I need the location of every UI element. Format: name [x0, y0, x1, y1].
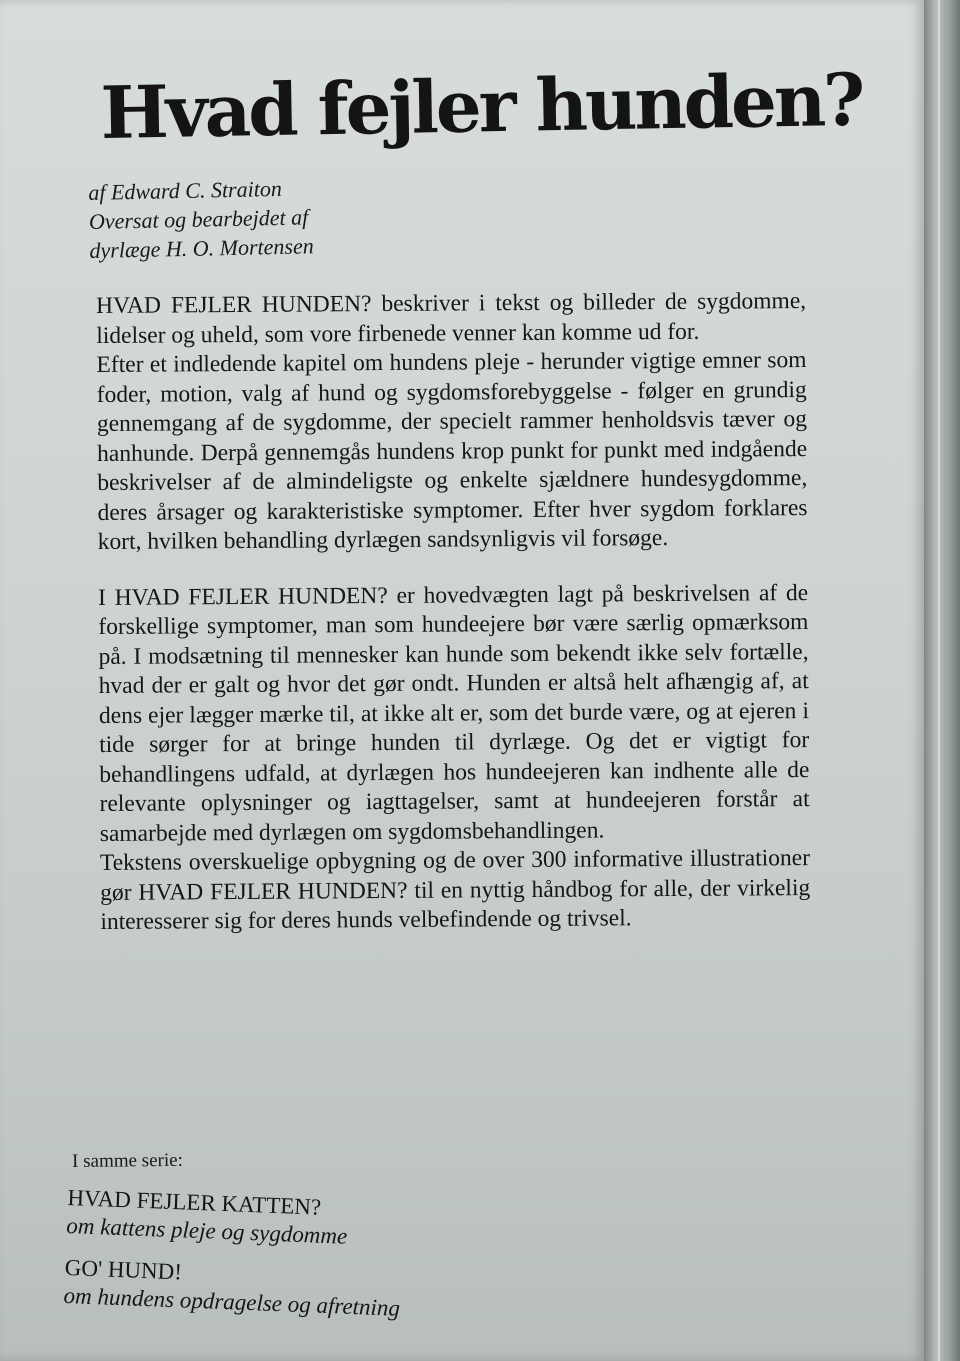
series-list	[63, 1184, 405, 1337]
description-paragraph: I HVAD FEJLER HUNDEN? er hovedvægten lagt på beskrivelsen af de forskellige symptomer, man som hundeejere bør være særlig opmærksom på. I modsætning til mennesker kan hunde som bekendt ikke selv fortælle, hvad der er galt og hvor det gør ondt. Hunden er altså helt afhængig af, at dens ejer lægger mærke til, at ikke alt er, som det burde være, og at ejeren i tide sørger for at bringe hunden til dyrlæge. Og det er vigtigt for behandlingens udfald, at dyrlægen hos hundeejeren kan indhente alle de relevante oplysninger og iagttagelser, samt at hundeejeren forstår at samarbejde med dyrlægen om sygdomsbehandlingen.	[98, 579, 810, 847]
translator-name: dyrlæge H. O. Mortensen	[89, 233, 314, 263]
description	[96, 287, 810, 937]
description-paragraph: Efter et indledende kapitel om hundens pleje - herunder vigtige emner som foder, motion, valg af hund og sygdomsforebyggelse - følger en grundig gennemgang af de sygdomme, der specielt rammer henholdsvis tæver og hanhunde. Derpå gennemgås hundens krop punkt for punkt med indgående beskrivelser af de almindeligste og enkelte sjældnere hundesygdomme, deres årsager og karakteristiske symptomer. Efter hver sygdom forklares kort, hvilken behandling dyrlægen sandsynligvis vil forsøge.	[96, 347, 808, 555]
series-label: I samme serie:	[72, 1149, 184, 1172]
series-item-title: HVAD FEJLER KATTEN?	[67, 1184, 322, 1220]
book-spine	[924, 0, 960, 1361]
description-paragraph: HVAD FEJLER HUNDEN? beskriver i tekst og billeder de sygdomme, lidelser og uheld, som vore firbenede venner kan komme ud for.	[96, 288, 807, 349]
book-title: Hvad fejler hunden?	[100, 56, 864, 155]
description-paragraph: Tekstens overskuelige opbygning og de over 300 informative illustrationer gør HVAD FEJLER HUNDEN? til en nyttig håndbog for alle, der virkelig interesserer sig for deres hunds velbefindende og trivsel.	[99, 845, 811, 935]
spine-edge	[938, 0, 940, 1361]
author-line: af Edward C. Straiton	[88, 175, 283, 205]
translator-line: Oversat og bearbejdet af	[88, 204, 309, 234]
series-item-subtitle: om kattens pleje og sygdomme	[65, 1212, 348, 1249]
series-item-subtitle: om hundens opdragelse og afretning	[63, 1282, 401, 1321]
byline	[88, 173, 314, 265]
series-item-title: GO' HUND!	[64, 1254, 183, 1285]
